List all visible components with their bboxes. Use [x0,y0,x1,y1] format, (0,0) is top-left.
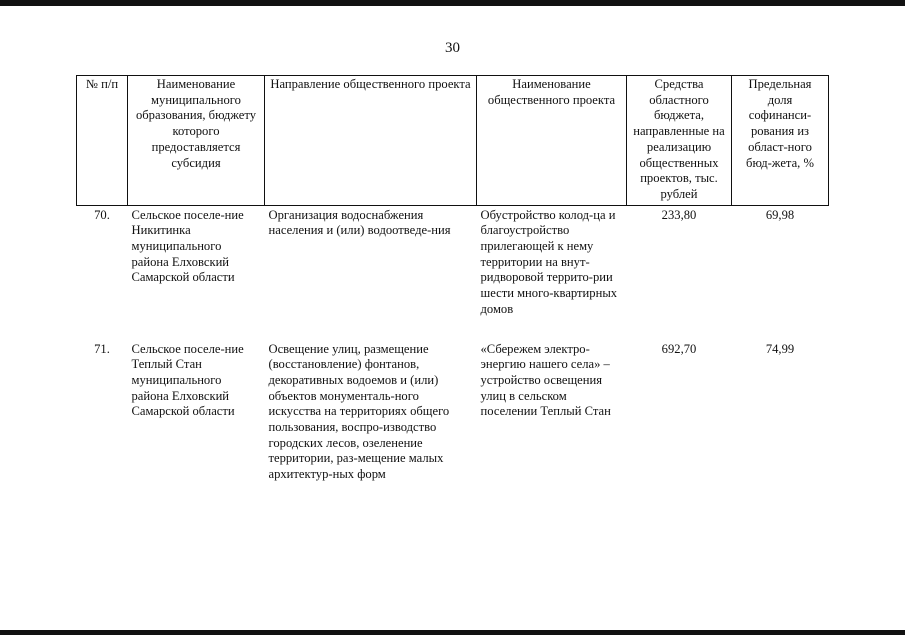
row-number: 70. [94,207,110,222]
direction-cell: Организация водоснабжения населения и (или) водоотведе-ния [268,207,451,238]
header-funds: Средства областного бюджета, направленные на реализацию общественных проектов, тыс. рублей [627,76,732,206]
funds-cell: 233,80 [661,207,697,222]
header-direction: Направление общественного проекта [265,76,477,206]
table-row [77,340,829,483]
top-border-rule [0,0,905,6]
project-cell: Обустройство колод-ца и благоустройство прилегающей к нему территории на внут-ридворовой террито-рии шести много-квартирных домов [480,207,618,316]
direction-cell: Освещение улиц, размещение (восстановление) фонтанов, декоративных водоемов и (или) объектов монументаль-ного искусства на территориях общего пользования, воспро-изводство городских лесов, озеленение территории, раз-мещение малых архитектур-ных форм [268,341,450,482]
municipality-cell: Сельское поселе-ние Теплый Стан муниципального района Елховский Самарской области [131,341,244,419]
subsidy-table [76,75,829,483]
funds-cell: 692,70 [661,341,697,356]
share-cell: 69,98 [765,207,795,222]
header-municipality: Наименование муниципального образования, бюджету которого предоставляется субсидия [128,76,265,206]
header-number: № п/п [77,76,128,206]
share-cell: 74,99 [765,341,795,356]
table-header-row [77,76,829,206]
header-project-name: Наименование общественного проекта [477,76,627,206]
page-number: 30 [445,40,460,56]
row-spacer [77,318,829,340]
header-share: Предельная доля софинанси-рования из област-ного бюд-жета, % [732,76,829,206]
table-row [77,205,829,317]
row-number: 71. [94,341,110,356]
project-cell: «Сбережем электро-энергию нашего села» – устройство освещения улиц в сельском поселении Теплый Стан [480,341,611,419]
bottom-border-rule [0,630,905,635]
municipality-cell: Сельское поселе-ние Никитинка муниципального района Елховский Самарской области [131,207,244,285]
